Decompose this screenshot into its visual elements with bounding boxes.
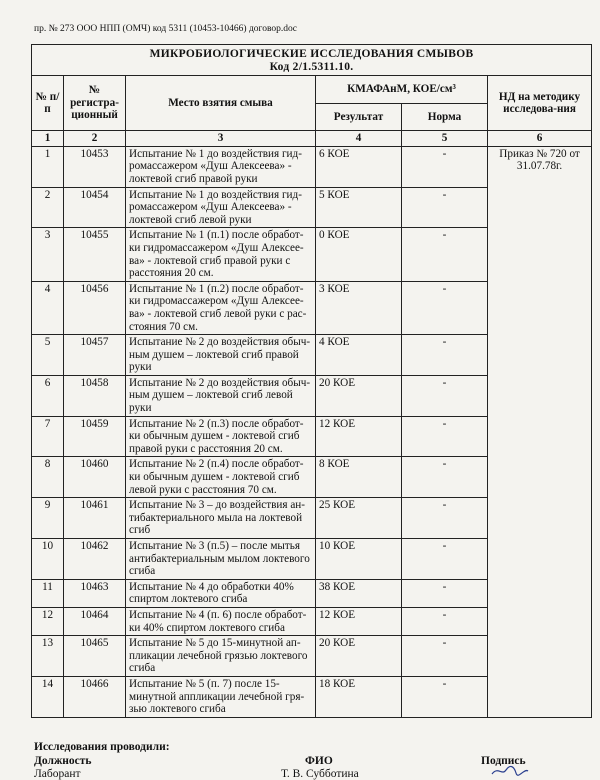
sample-place: Испытание № 4 до обработки 40% спиртом локтевого сгиба <box>126 579 316 607</box>
result-value: 20 КОЕ <box>316 375 402 416</box>
col-header-reg: № регистра-ционный <box>64 76 126 131</box>
fio-header: ФИО <box>305 755 333 767</box>
norm-value: - <box>402 416 488 457</box>
reg-number: 10458 <box>64 375 126 416</box>
row-number: 1 <box>32 146 64 187</box>
result-value: 25 КОЕ <box>316 498 402 539</box>
norm-value: - <box>402 636 488 677</box>
norm-value: - <box>402 607 488 635</box>
fio-value: Т. В. Субботина <box>281 768 359 780</box>
norm-value: - <box>402 457 488 498</box>
result-value: 10 КОЕ <box>316 539 402 580</box>
result-value: 18 КОЕ <box>316 676 402 717</box>
col-number-3: 3 <box>126 131 316 147</box>
col-number-1: 1 <box>32 131 64 147</box>
result-value: 8 КОЕ <box>316 457 402 498</box>
col-number-4: 4 <box>316 131 402 147</box>
norm-value: - <box>402 281 488 334</box>
norm-value: - <box>402 539 488 580</box>
row-number: 7 <box>32 416 64 457</box>
result-value: 6 КОЕ <box>316 146 402 187</box>
row-number: 13 <box>32 636 64 677</box>
row-number: 11 <box>32 579 64 607</box>
reg-number: 10461 <box>64 498 126 539</box>
row-number: 8 <box>32 457 64 498</box>
col-header-num: № п/п <box>32 76 64 131</box>
position-value: Лаборант <box>34 768 81 780</box>
row-number: 4 <box>32 281 64 334</box>
row-number: 2 <box>32 187 64 228</box>
sample-place: Испытание № 1 до воздействия гид-ромассажером «Душ Алексеева» - локтевой сгиб правой руки <box>126 146 316 187</box>
reg-number: 10465 <box>64 636 126 677</box>
reg-number: 10454 <box>64 187 126 228</box>
sample-place: Испытание № 2 до воздействия обыч-ным душем – локтевой сгиб правой руки <box>126 335 316 376</box>
sample-place: Испытание № 5 (п. 7) после 15-минутной аппликации лечебной гря-зью локтевого сгиба <box>126 676 316 717</box>
result-value: 12 КОЕ <box>316 607 402 635</box>
norm-value: - <box>402 579 488 607</box>
col-header-norm: Норма <box>402 103 488 131</box>
result-value: 0 КОЕ <box>316 228 402 281</box>
nd-method-value: Приказ № 720 от 31.07.78г. <box>488 146 592 717</box>
reg-number: 10463 <box>64 579 126 607</box>
result-value: 12 КОЕ <box>316 416 402 457</box>
col-number-5: 5 <box>402 131 488 147</box>
signature-header: Подпись <box>481 755 526 767</box>
sample-place: Испытание № 1 (п.1) после обработ-ки гидромассажером «Душ Алексее-ва» - локтевой сгиб правой руки с расстояния 20 см. <box>126 228 316 281</box>
row-number: 9 <box>32 498 64 539</box>
row-number: 3 <box>32 228 64 281</box>
norm-value: - <box>402 676 488 717</box>
result-value: 3 КОЕ <box>316 281 402 334</box>
norm-value: - <box>402 375 488 416</box>
col-header-kmafanm: КМАФАнМ, КОЕ/см³ <box>316 76 488 104</box>
sample-place: Испытание № 2 до воздействия обыч-ным душем – локтевой сгиб левой руки <box>126 375 316 416</box>
reg-number: 10466 <box>64 676 126 717</box>
table-title <box>32 45 592 76</box>
col-header-place: Место взятия смыва <box>126 76 316 131</box>
sample-place: Испытание № 2 (п.4) после обработ-ки обычным душем - локтевой сгиб левой руки с расстояния 70 см. <box>126 457 316 498</box>
reg-number: 10457 <box>64 335 126 376</box>
norm-value: - <box>402 187 488 228</box>
row-number: 10 <box>32 539 64 580</box>
title-line-1: МИКРОБИОЛОГИЧЕСКИЕ ИССЛЕДОВАНИЯ СМЫВОВ <box>149 48 474 60</box>
norm-value: - <box>402 335 488 376</box>
reg-number: 10460 <box>64 457 126 498</box>
result-value: 38 КОЕ <box>316 579 402 607</box>
sample-place: Испытание № 5 до 15-минутной ап-пликации лечебной грязью локтевого сгиба <box>126 636 316 677</box>
conducted-label: Исследования проводили: <box>34 741 170 753</box>
col-number-6: 6 <box>488 131 592 147</box>
sample-place: Испытание № 3 – до воздействия ан-тибактериального мыла на локтевой сгиб <box>126 498 316 539</box>
reg-number: 10459 <box>64 416 126 457</box>
norm-value: - <box>402 498 488 539</box>
sample-place: Испытание № 3 (п.5) – после мытья антибактериальным мылом локтевого сгиба <box>126 539 316 580</box>
row-number: 5 <box>32 335 64 376</box>
sample-place: Испытание № 1 до воздействия гид-ромассажером «Душ Алексеева» - локтевой сгиб левой руки <box>126 187 316 228</box>
reg-number: 10453 <box>64 146 126 187</box>
document-filename: пр. № 273 ООО НПП (ОМЧ) код 5311 (10453-10466) договор.doc <box>34 24 297 34</box>
row-number: 14 <box>32 676 64 717</box>
handwritten-signature <box>490 764 530 778</box>
result-value: 20 КОЕ <box>316 636 402 677</box>
reg-number: 10462 <box>64 539 126 580</box>
col-header-nd: НД на методику исследова-ния <box>488 76 592 131</box>
sample-place: Испытание № 2 (п.3) после обработ-ки обычным душем - локтевой сгиб правой руки с расстояния 20 см. <box>126 416 316 457</box>
col-number-2: 2 <box>64 131 126 147</box>
reg-number: 10456 <box>64 281 126 334</box>
result-value: 5 КОЕ <box>316 187 402 228</box>
norm-value: - <box>402 228 488 281</box>
reg-number: 10464 <box>64 607 126 635</box>
sample-place: Испытание № 4 (п. 6) после обработ-ки 40% спиртом локтевого сгиба <box>126 607 316 635</box>
position-header: Должность <box>34 755 92 767</box>
sample-place: Испытание № 1 (п.2) после обработ-ки гидромассажером «Душ Алексее-ва» - локтевой сгиб левой руки с рас-стояния 70 см. <box>126 281 316 334</box>
norm-value: - <box>402 146 488 187</box>
reg-number: 10455 <box>64 228 126 281</box>
row-number: 6 <box>32 375 64 416</box>
row-number: 12 <box>32 607 64 635</box>
result-value: 4 КОЕ <box>316 335 402 376</box>
title-line-2: Код 2/1.5311.10. <box>269 60 354 73</box>
table-row <box>32 146 592 187</box>
col-header-result: Результат <box>316 103 402 131</box>
results-table <box>31 44 592 718</box>
